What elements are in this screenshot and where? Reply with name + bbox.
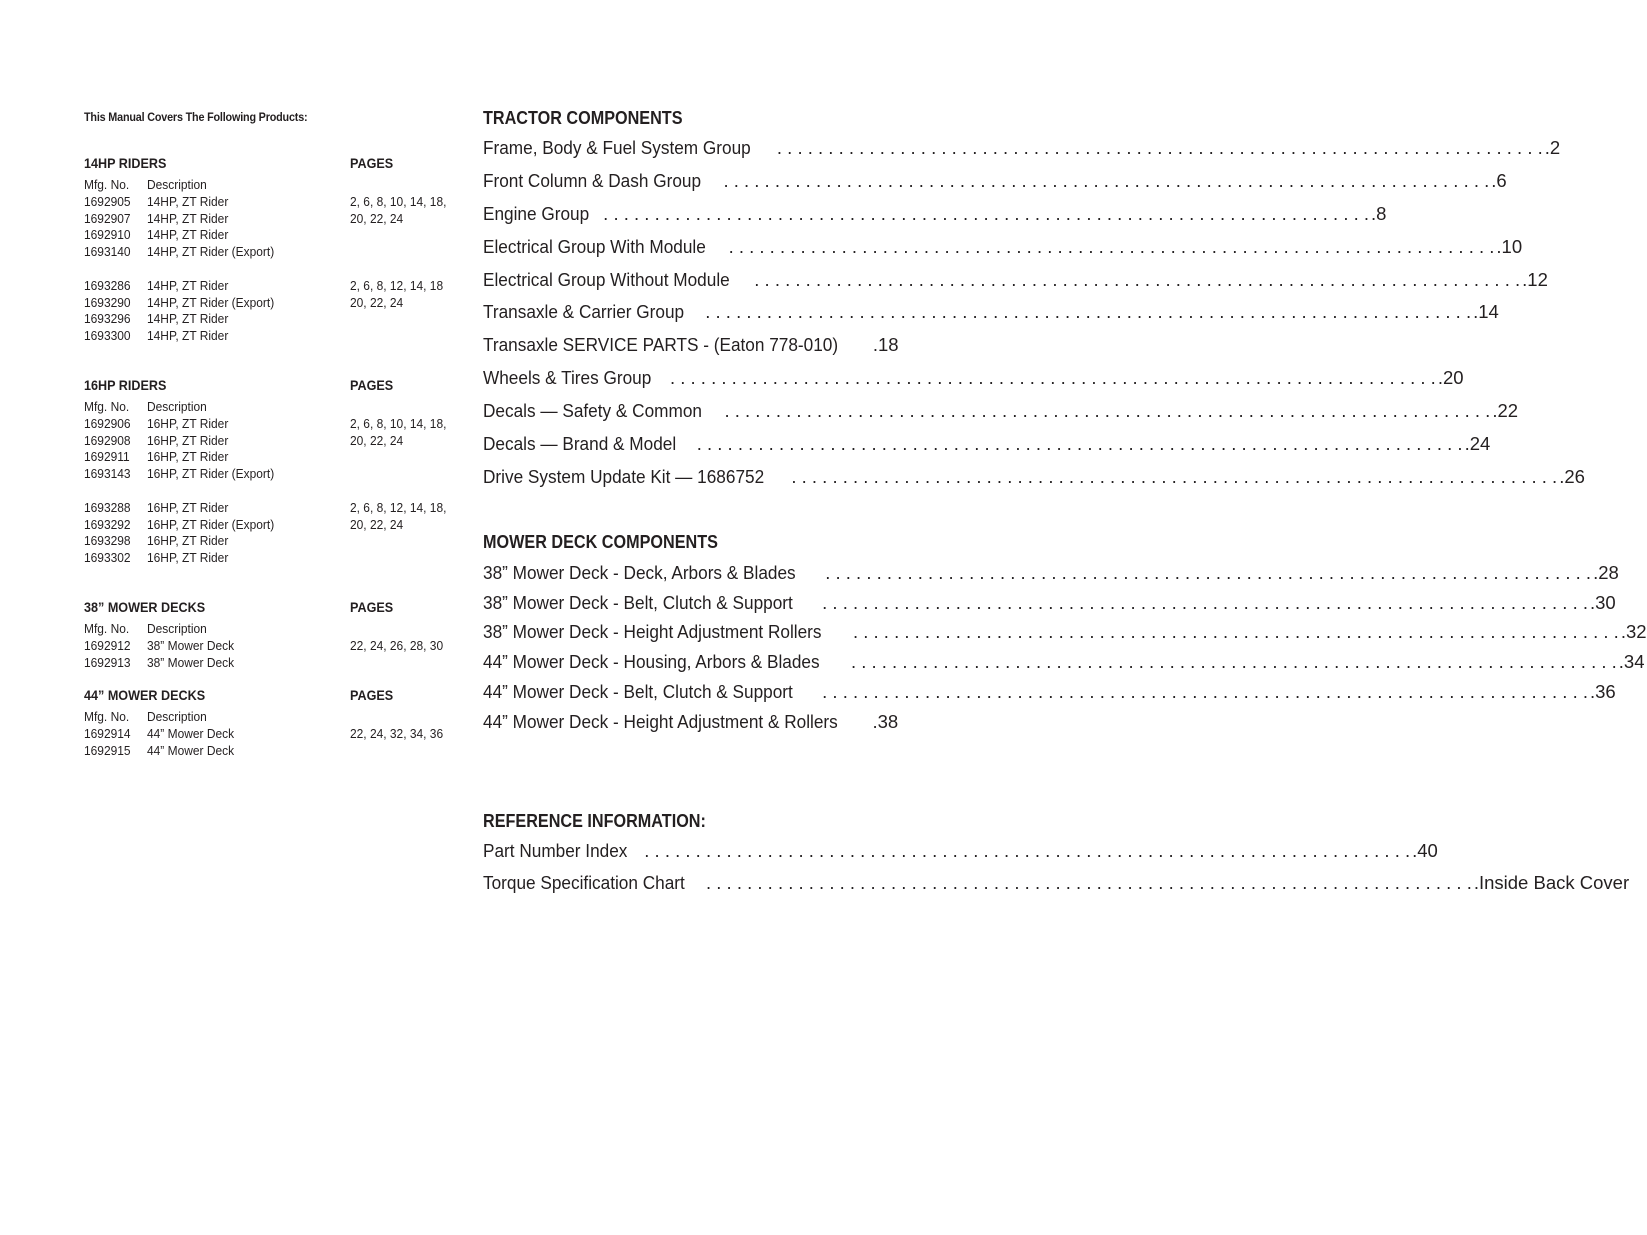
product-description: 16HP, ZT Rider (Export) [147, 466, 275, 482]
toc-entry-label: Front Column & Dash Group [483, 169, 702, 191]
toc-entry-page: .6 [1491, 169, 1507, 191]
toc-section-title: TRACTOR COMPONENTS [483, 108, 683, 128]
toc-entry-page: .28 [1593, 561, 1619, 583]
toc-entry-page: .8 [1371, 202, 1387, 224]
toc-entry-label: 38” Mower Deck - Deck, Arbors & Blades [483, 561, 796, 583]
toc-entry[interactable] [483, 647, 1645, 677]
product-row [84, 194, 464, 211]
product-pages: 2, 6, 8, 10, 14, 18, [350, 193, 447, 209]
spacer-row [84, 261, 464, 278]
toc-entry[interactable] [483, 428, 1491, 461]
product-row [84, 211, 464, 228]
dot-leader [697, 428, 1463, 461]
product-description: 14HP, ZT Rider [147, 311, 229, 327]
product-pages: 20, 22, 24 [350, 294, 404, 310]
toc-entry-label: 38” Mower Deck - Belt, Clutch & Support [483, 591, 793, 613]
toc-entry[interactable] [483, 558, 1619, 588]
group-header [84, 155, 464, 177]
toc-entry-label: Electrical Group With Module [483, 235, 706, 257]
toc-entry-page: .12 [1522, 268, 1548, 290]
table-of-contents [483, 108, 1647, 899]
product-row [84, 517, 464, 534]
toc-section-mower-deck-components [483, 531, 1647, 737]
toc-entry-page: .24 [1464, 433, 1491, 455]
pages-label: PAGES [350, 687, 394, 704]
mfg-column-label: Mfg. No. [84, 177, 130, 192]
product-row [84, 726, 464, 743]
column-header-row [84, 177, 464, 194]
product-row [84, 500, 464, 517]
product-group-16hp [84, 377, 464, 567]
dot-leader [822, 677, 1588, 707]
product-pages: 2, 6, 8, 12, 14, 18, [350, 499, 447, 515]
product-description: 16HP, ZT Rider [147, 550, 229, 566]
dot-leader [705, 296, 1471, 329]
product-group-14hp [84, 155, 464, 345]
product-row [84, 311, 464, 328]
product-pages: 20, 22, 24 [350, 432, 404, 448]
mfg-number: 1693296 [84, 311, 131, 327]
toc-entry-page: .14 [1473, 301, 1499, 323]
toc-entry-label: 44” Mower Deck - Housing, Arbors & Blades [483, 651, 820, 673]
dot-leader [644, 835, 1410, 867]
group-title: 16HP RIDERS [84, 376, 167, 393]
product-row [84, 278, 464, 295]
mfg-number: 1693290 [84, 294, 131, 310]
dot-leader [706, 867, 1472, 899]
toc-entry[interactable] [483, 461, 1585, 494]
toc-entry-page: .34 [1618, 651, 1645, 673]
toc-entry-label: Frame, Body & Fuel System Group [483, 137, 751, 158]
toc-entry-label: Decals — Brand & Model [483, 433, 677, 455]
dot-leader [603, 198, 1369, 231]
product-description: 16HP, ZT Rider [147, 432, 229, 448]
group-header [84, 599, 464, 621]
products-intro-heading: This Manual Covers The Following Products: [84, 110, 308, 124]
toc-entry-page: .22 [1492, 400, 1519, 422]
toc-entry-label: Transaxle SERVICE PARTS - (Eaton 778-010) [483, 334, 839, 356]
product-description: 14HP, ZT Rider [147, 227, 229, 243]
spacer-row [84, 483, 464, 500]
product-description: 14HP, ZT Rider [147, 193, 229, 209]
product-description: 14HP, ZT Rider [147, 210, 229, 226]
product-row [84, 328, 464, 345]
mfg-column-label: Mfg. No. [84, 398, 130, 414]
toc-entry-page: .2 [1544, 137, 1561, 158]
toc-entry-page: .32 [1620, 621, 1647, 643]
mfg-number: 1692910 [84, 227, 131, 243]
toc-entry-label: Part Number Index [483, 839, 628, 861]
product-row [84, 227, 464, 244]
mfg-number: 1693302 [84, 550, 131, 566]
mfg-number: 1693300 [84, 328, 131, 344]
product-row [84, 743, 464, 760]
dot-leader [825, 558, 1591, 588]
description-column-label: Description [147, 620, 207, 636]
product-row [84, 416, 464, 433]
mfg-number: 1692915 [84, 742, 131, 758]
toc-entry[interactable] [483, 707, 899, 737]
mfg-number: 1692911 [84, 449, 130, 465]
pages-label: PAGES [350, 376, 394, 393]
toc-entry-label: Decals — Safety & Common [483, 400, 702, 422]
pages-label: PAGES [350, 598, 394, 615]
mfg-number: 1692908 [84, 432, 131, 448]
product-description: 14HP, ZT Rider [147, 328, 229, 344]
product-pages: 20, 22, 24 [350, 210, 404, 226]
description-column-label: Description [147, 709, 207, 725]
toc-entry[interactable] [483, 132, 1561, 165]
toc-entry-label: Electrical Group Without Module [483, 268, 730, 290]
product-row [84, 550, 464, 567]
column-header-row [84, 399, 464, 416]
dot-leader [822, 588, 1588, 618]
mfg-number: 1693143 [84, 466, 131, 482]
toc-entry-page: .10 [1496, 235, 1523, 257]
product-row [84, 433, 464, 450]
toc-entry[interactable] [483, 198, 1387, 231]
mfg-number: 1693298 [84, 533, 131, 549]
product-description: 14HP, ZT Rider (Export) [147, 294, 275, 310]
product-pages: 22, 24, 26, 28, 30 [350, 637, 444, 653]
description-column-label: Description [147, 398, 207, 414]
product-group-44-mower-decks [84, 687, 464, 759]
product-row [84, 466, 464, 483]
toc-section-reference-information [483, 810, 1630, 899]
group-header [84, 377, 464, 399]
toc-section-title: MOWER DECK COMPONENTS [483, 531, 718, 552]
toc-entry-page: .Inside Back Cover [1473, 871, 1630, 893]
mfg-column-label: Mfg. No. [84, 709, 130, 725]
product-pages: 22, 24, 32, 34, 36 [350, 726, 444, 742]
toc-entry-label: Transaxle & Carrier Group [483, 301, 685, 323]
toc-entry-page: .36 [1590, 680, 1616, 702]
product-description: 14HP, ZT Rider (Export) [147, 244, 275, 260]
toc-section-title: REFERENCE INFORMATION: [483, 810, 706, 831]
mfg-number: 1693292 [84, 516, 131, 532]
toc-entry[interactable] [483, 395, 1519, 428]
product-description: 16HP, ZT Rider [147, 415, 229, 431]
toc-entry[interactable] [483, 296, 1499, 329]
mfg-number: 1693286 [84, 277, 131, 293]
group-title: 14HP RIDERS [84, 155, 167, 171]
toc-entry-label: 38” Mower Deck - Height Adjustment Rollers [483, 621, 822, 643]
mfg-number: 1692905 [84, 193, 131, 209]
toc-section-tractor-components [483, 108, 1585, 494]
product-description: 44” Mower Deck [147, 742, 235, 758]
mfg-column-label: Mfg. No. [84, 620, 130, 636]
product-pages: 2, 6, 8, 12, 14, 18 [350, 277, 444, 293]
product-row [84, 244, 464, 261]
toc-entry-label: Torque Specification Chart [483, 871, 685, 893]
toc-entry[interactable] [483, 867, 1630, 899]
dot-leader [851, 647, 1617, 677]
pages-label: PAGES [350, 155, 394, 171]
toc-entry-page: .26 [1559, 465, 1585, 487]
product-row [84, 295, 464, 312]
product-pages: 2, 6, 8, 10, 14, 18, [350, 415, 447, 431]
product-row [84, 533, 464, 550]
dot-leader [791, 461, 1557, 494]
mfg-number: 1692913 [84, 654, 131, 670]
toc-entry-page: .18 [872, 334, 899, 356]
mfg-number: 1693288 [84, 499, 131, 515]
toc-entry-page: .20 [1437, 367, 1464, 389]
product-description: 14HP, ZT Rider [147, 277, 229, 293]
product-description: 16HP, ZT Rider [147, 533, 229, 549]
product-description: 44” Mower Deck [147, 726, 235, 742]
product-row [84, 449, 464, 466]
mfg-number: 1692907 [84, 210, 131, 226]
dot-leader [723, 165, 1489, 198]
product-description: 16HP, ZT Rider [147, 499, 229, 515]
dot-leader [670, 362, 1436, 395]
toc-entry-label: Drive System Update Kit — 1686752 [483, 465, 765, 487]
toc-entry[interactable] [483, 362, 1464, 395]
toc-entry-label: Wheels & Tires Group [483, 367, 652, 389]
mfg-number: 1693140 [84, 244, 131, 260]
toc-entry-page: .38 [872, 710, 899, 732]
toc-entry-label: 44” Mower Deck - Height Adjustment & Rollers [483, 710, 838, 732]
toc-entry[interactable] [483, 165, 1507, 198]
group-title: 44” MOWER DECKS [84, 687, 206, 704]
product-group-38-mower-decks [84, 599, 464, 671]
mfg-number: 1692906 [84, 415, 131, 431]
column-header-row [84, 621, 464, 638]
toc-entry-label: Engine Group [483, 202, 590, 224]
description-column-label: Description [147, 177, 207, 192]
toc-entry[interactable] [483, 588, 1616, 618]
toc-entry[interactable] [483, 617, 1647, 647]
toc-entry-page: .40 [1412, 839, 1438, 861]
dot-leader [754, 264, 1520, 297]
toc-entry[interactable] [483, 677, 1616, 707]
dot-leader [724, 395, 1490, 428]
product-description: 38” Mower Deck [147, 654, 235, 670]
product-row [84, 638, 464, 655]
group-header [84, 687, 464, 709]
products-covered-panel [84, 110, 464, 760]
toc-entry[interactable] [483, 264, 1548, 297]
product-description: 16HP, ZT Rider (Export) [147, 516, 275, 532]
mfg-number: 1692914 [84, 726, 131, 742]
product-description: 16HP, ZT Rider [147, 449, 229, 465]
product-row [84, 655, 464, 672]
group-title: 38” MOWER DECKS [84, 598, 206, 615]
mfg-number: 1692912 [84, 637, 131, 653]
toc-entry[interactable] [483, 329, 899, 362]
toc-entry-page: .30 [1590, 591, 1616, 613]
toc-entry[interactable] [483, 231, 1523, 264]
toc-entry-label: 44” Mower Deck - Belt, Clutch & Support [483, 680, 793, 702]
product-pages: 20, 22, 24 [350, 516, 404, 532]
dot-leader [777, 132, 1543, 165]
dot-leader [729, 231, 1495, 264]
toc-entry[interactable] [483, 835, 1438, 867]
column-header-row [84, 709, 464, 726]
product-description: 38” Mower Deck [147, 637, 235, 653]
dot-leader [853, 617, 1619, 647]
